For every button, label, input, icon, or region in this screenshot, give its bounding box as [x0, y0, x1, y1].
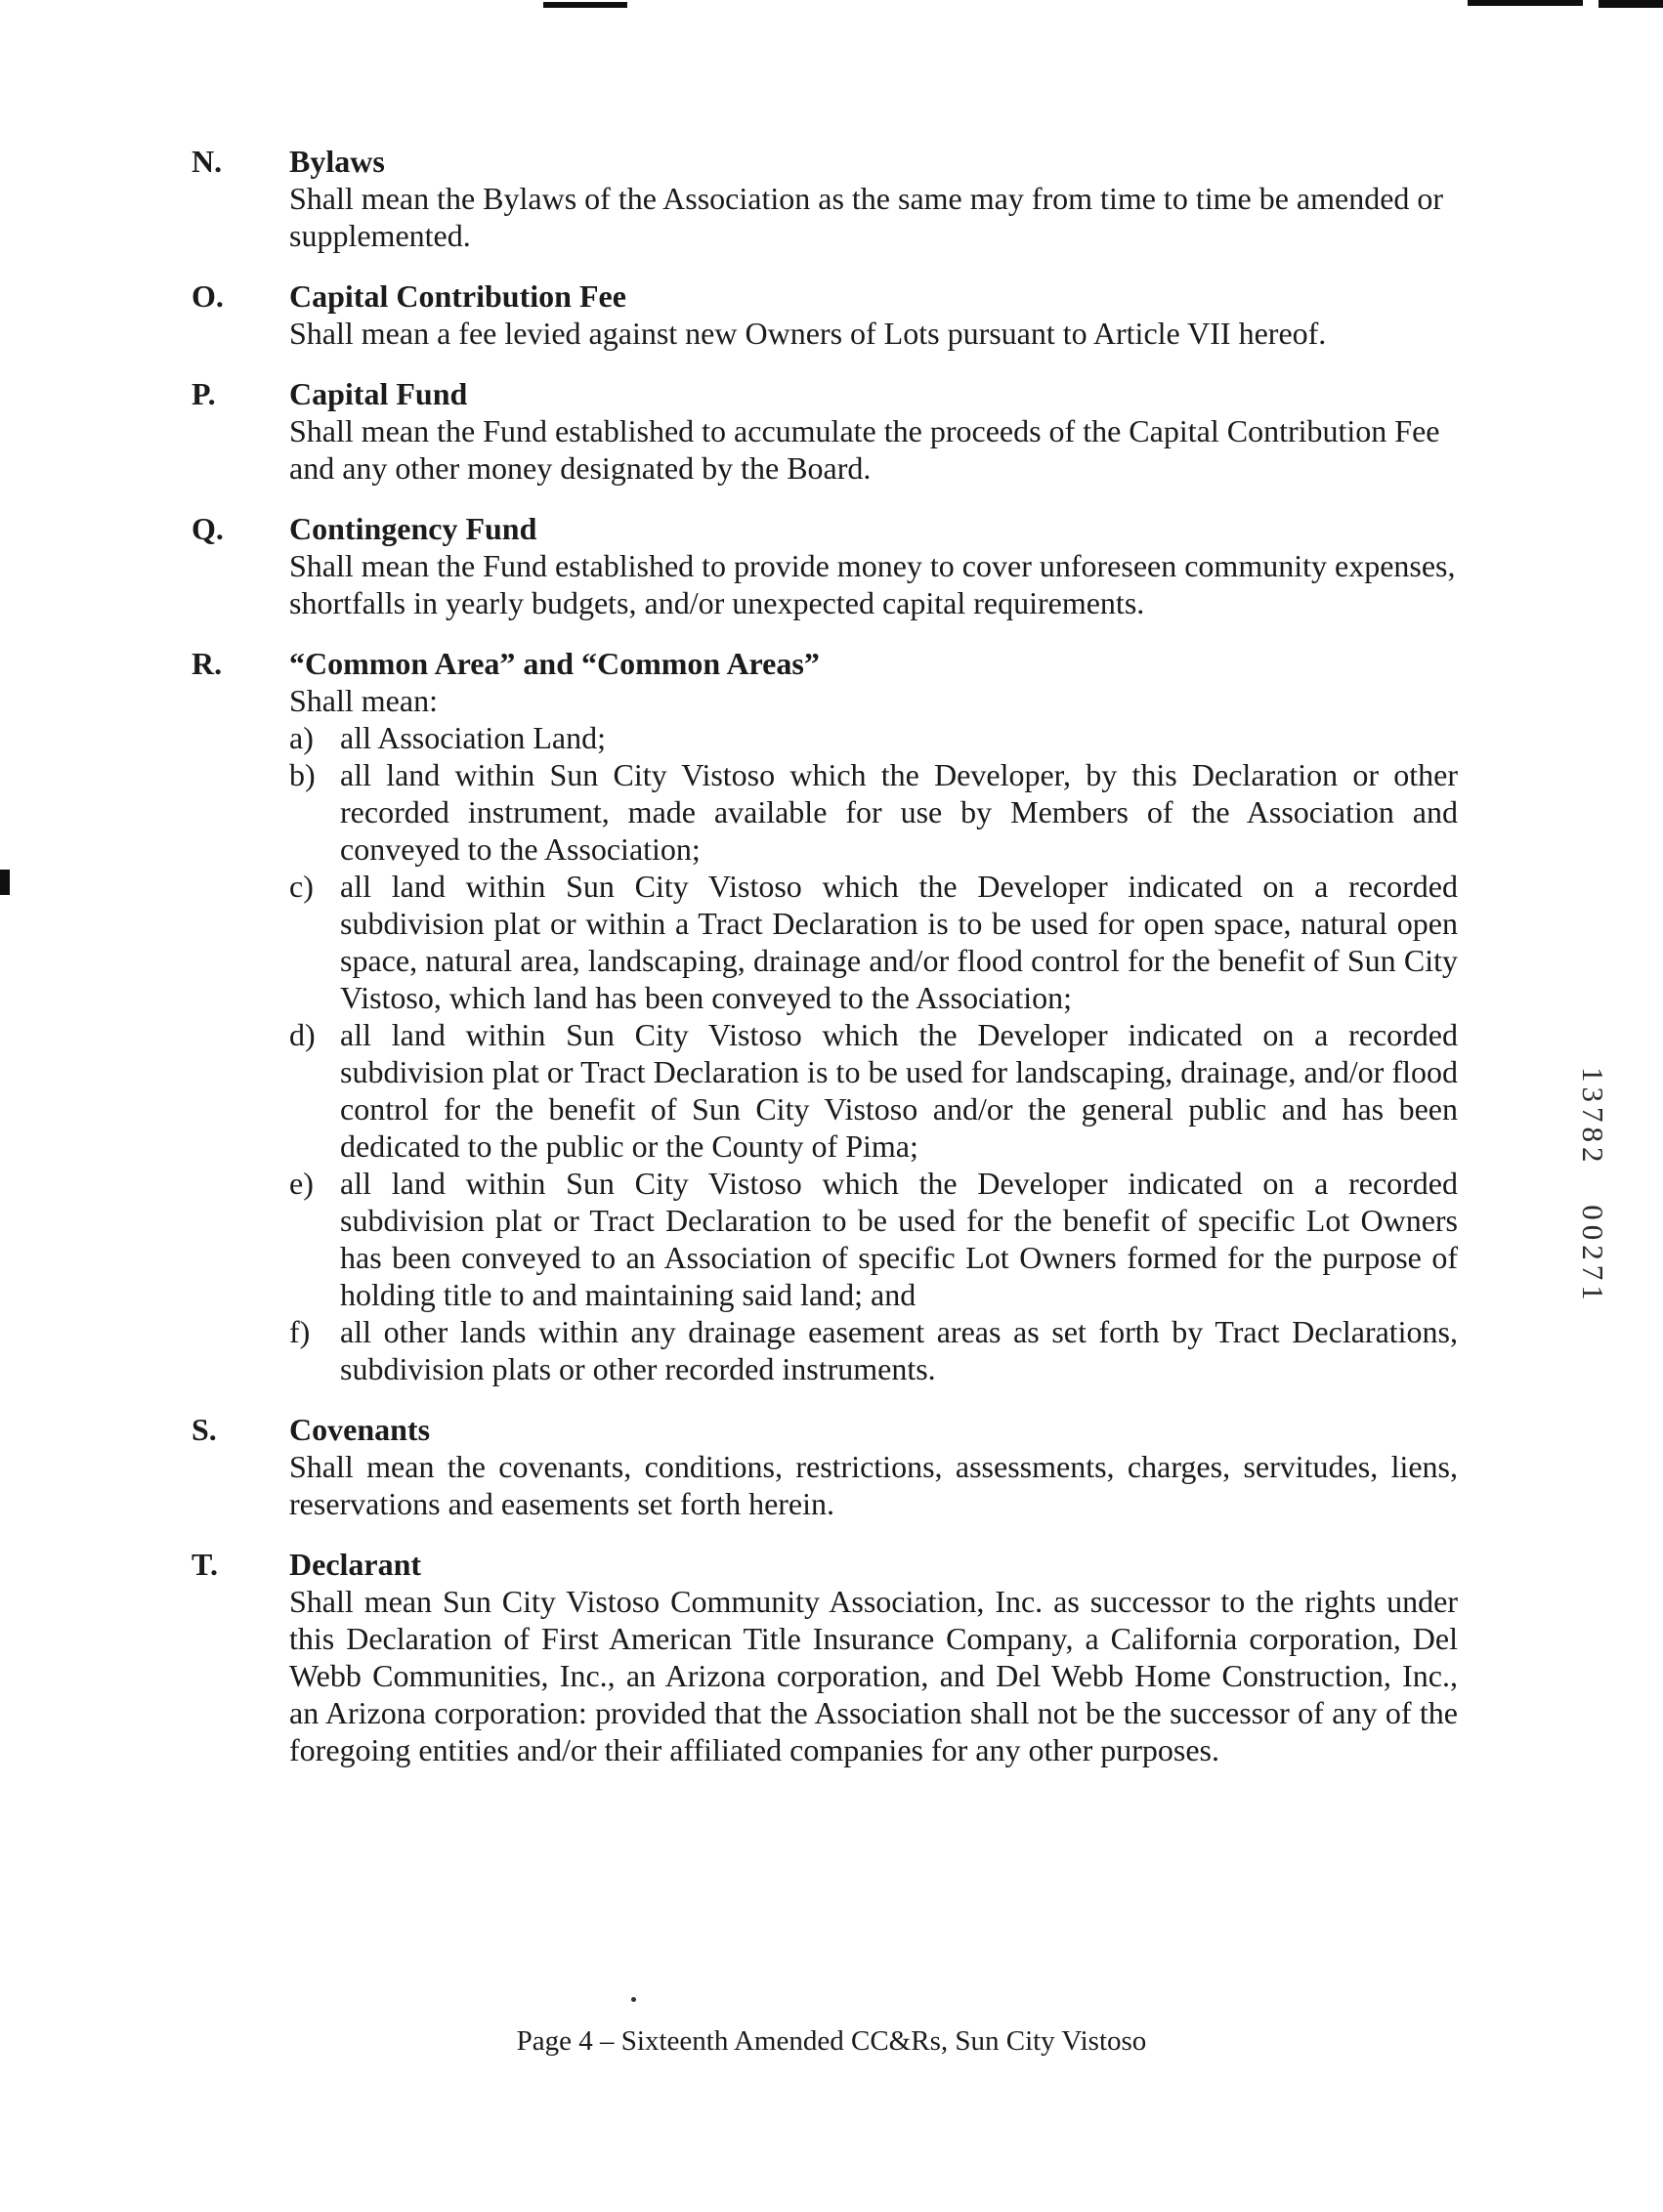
list-item-e: [289, 1165, 1458, 1313]
definition-section-s: [192, 1411, 1458, 1522]
definition-section-p: [192, 375, 1458, 487]
list-item-d: [289, 1016, 1458, 1165]
list-item-text: all land within Sun City Vistoso which the Developer, by this Declaration or other recorded instrument, made available for use by Members of the Association and conveyed to the Association;: [340, 757, 1458, 867]
section-title: Capital Fund: [289, 376, 468, 411]
section-intro: Shall mean:: [289, 683, 438, 718]
section-title: Bylaws: [289, 144, 385, 179]
list-item-text: all land within Sun City Vistoso which the Developer indicated on a recorded subdivision plat or Tract Declaration is to be used for landscaping, drainage, and/or flood control for the benefit of Sun City Vistoso and/or the general public and has been dedicated to the public or the County of Pima;: [340, 1017, 1458, 1164]
definitions-list: [192, 143, 1458, 1792]
definition-section-o: [192, 277, 1458, 352]
list-item-label: c): [289, 869, 314, 904]
section-letter: R.: [192, 646, 223, 681]
section-body: Shall mean the Fund established to accumulate the proceeds of the Capital Contribution Fee and any other money designated by the Board.: [289, 413, 1440, 486]
section-letter: T.: [192, 1547, 218, 1582]
list-item-text: all land within Sun City Vistoso which the Developer indicated on a recorded subdivision plat or within a Tract Declaration is to be used for open space, natural open space, natural area, landscaping, drainage and/or flood control for the benefit of Sun City Vistoso, which land has been conveyed to the Association;: [340, 869, 1458, 1015]
section-title: Declarant: [289, 1547, 422, 1582]
section-body: Shall mean Sun City Vistoso Community Association, Inc. as successor to the rights under this Declaration of First American Title Insurance Company, a California corporation, Del Webb Communities, Inc., an Arizona corporation, and Del Webb Home Construction, Inc., an Arizona corporation: provided that the Association shall not be the successor of any of the foregoing entities and/or their affiliated companies for any other purposes.: [289, 1584, 1458, 1767]
definition-section-t: [192, 1546, 1458, 1768]
list-item-text: all land within Sun City Vistoso which the Developer indicated on a recorded subdivision plat or Tract Declaration to be used for the benefit of specific Lot Owners has been conveyed to an Association of specific Lot Owners formed for the purpose of holding title to and maintaining said land; and: [340, 1166, 1458, 1312]
list-item-label: e): [289, 1166, 314, 1201]
scan-artifact: [631, 1997, 636, 2002]
definition-section-n: [192, 143, 1458, 254]
list-item-label: b): [289, 757, 316, 792]
scan-artifact: [1599, 0, 1663, 8]
section-letter: Q.: [192, 511, 224, 546]
list-item-label: d): [289, 1017, 316, 1052]
section-letter: N.: [192, 144, 223, 179]
list-item-c: [289, 868, 1458, 1016]
section-title: Contingency Fund: [289, 511, 537, 546]
page-footer: Page 4 – Sixteenth Amended CC&Rs, Sun City Vistoso: [516, 2025, 1147, 2057]
section-letter: S.: [192, 1412, 217, 1447]
list-item-text: all other lands within any drainage easement areas as set forth by Tract Declarations, subdivision plats or other recorded instruments.: [340, 1314, 1458, 1386]
section-body: Shall mean a fee levied against new Owners of Lots pursuant to Article VII hereof.: [289, 316, 1327, 351]
section-body: Shall mean the Fund established to provide money to cover unforeseen community expenses, shortfalls in yearly budgets, and/or unexpected capital requirements.: [289, 548, 1456, 620]
list-item-f: [289, 1313, 1458, 1387]
definition-section-q: [192, 510, 1458, 621]
list-item-label: a): [289, 720, 314, 755]
section-body: Shall mean the covenants, conditions, restrictions, assessments, charges, servitudes, liens, reservations and easements set forth herein.: [289, 1449, 1458, 1521]
section-body: Shall mean the Bylaws of the Association as the same may from time to time be amended or supplemented.: [289, 181, 1444, 253]
section-title: Covenants: [289, 1412, 431, 1447]
scan-artifact: [0, 870, 10, 895]
scan-artifact: [1468, 0, 1583, 6]
list-item-text: all Association Land;: [340, 720, 606, 755]
margin-recording-number: 13782 00271: [1576, 1067, 1610, 1305]
section-title: “Common Area” and “Common Areas”: [289, 646, 820, 681]
section-letter: O.: [192, 278, 224, 314]
list-item-b: [289, 756, 1458, 868]
section-letter: P.: [192, 376, 216, 411]
list-item-label: f): [289, 1314, 311, 1349]
section-title: Capital Contribution Fee: [289, 278, 626, 314]
definition-section-r: [192, 645, 1458, 1387]
list-item-a: [289, 719, 1458, 756]
scan-artifact: [543, 2, 627, 8]
